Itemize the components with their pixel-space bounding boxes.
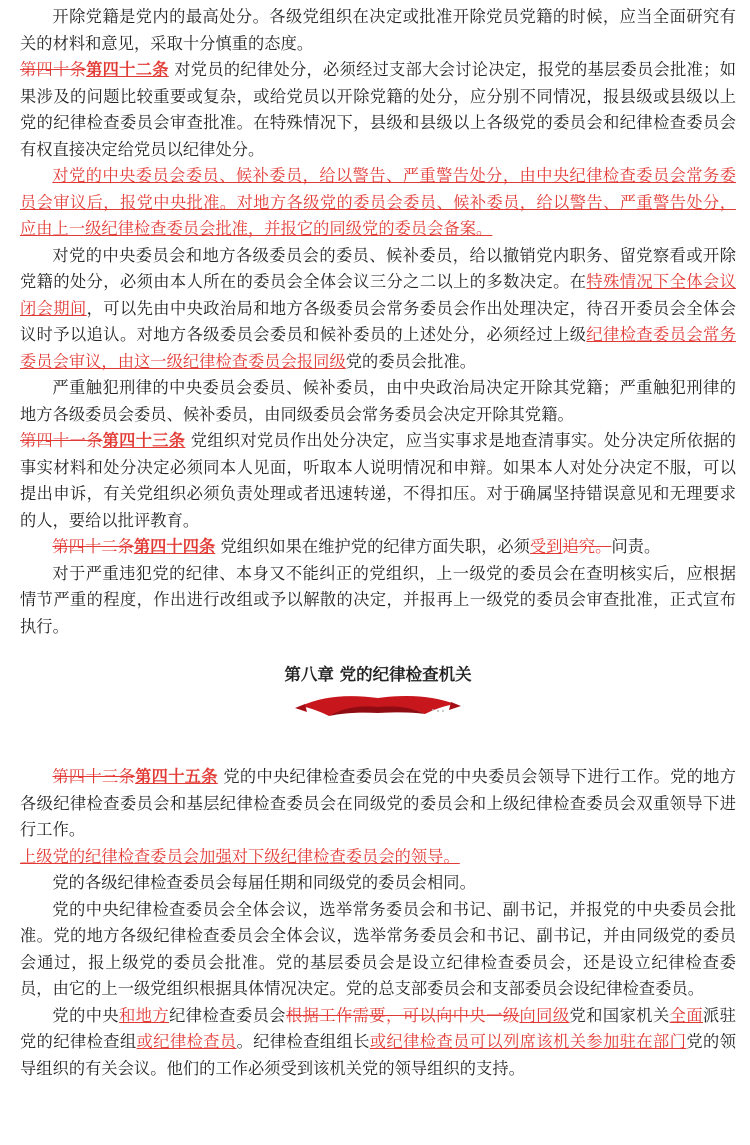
paragraph-text: 。纪律检查组组长 <box>236 1032 370 1051</box>
paragraph-text: 开除党籍是党内的最高处分。各级党组织在决定或批准开除党员党籍的时候，应当全面研究有关的材料和意见，采取十分慎重的态度。 <box>20 7 736 53</box>
article-number-inserted: 第四十三条 <box>102 431 186 450</box>
article-number-inserted: 第四十五条 <box>135 767 218 786</box>
paragraph-text: 对党的中央委员会和地方各级委员会的委员、候补委员，给以撤销党内职务、留党察看或开除党籍的处分，必须由本人所在的委员会全体会议三分之二以上的多数决定。在 <box>20 245 736 291</box>
paragraph-text: 党组织对党员作出处分决定，应当实事求是地查清事实。处分决定所依据的事实材料和处分决定必须同本人见面，听取本人说明情况和申辩。如果本人对处分决定不服，可以提出申诉，有关党组织必须负责处理或者迅速转递，不得扣压。对于确属坚持错误意见和无理要求的人，要给以批评教育。 <box>20 431 737 530</box>
chapter-title: 第八章 党的纪律检查机关 <box>284 665 472 684</box>
paragraph-inserted-central <box>20 163 736 243</box>
inserted-text: 和地方 <box>119 1005 170 1025</box>
inserted-text: 上级党的纪律检查委员会加强对下级纪律检查委员会的领导。 <box>20 846 460 866</box>
ribbon-icon <box>293 690 463 720</box>
article-45 <box>20 764 736 844</box>
article-number-deleted: 第四十三条 <box>52 767 136 786</box>
inserted-text: 或纪律检查员 <box>136 1032 237 1051</box>
paragraph-text: 对党员的纪律处分，必须经过支部大会讨论决定，报党的基层委员会批准；如果涉及的问题比较重要或复杂，或给党员以开除党籍的处分，应分别不同情况，报县级或县级以上党的纪律检查委员会审查批准。在特殊情况下，县级和县级以上各级党的委员会和纪律检查委员会有权直接决定给党员以纪律处分。 <box>20 60 737 159</box>
inserted-text: 向同级 <box>519 1005 570 1025</box>
paragraph-text: 党组织如果在维护党的纪律方面失职，必须 <box>215 537 530 556</box>
inserted-text: 特殊情况下全体会议闭会期间 <box>20 272 736 318</box>
paragraph-committee-members <box>20 243 736 376</box>
paragraph-text: 党的中央纪律检查委员会全体会议，选举常务委员会和书记、副书记，并报党的中央委员会批准。党的地方各级纪律检查委员会全体会议，选举常务委员会和书记、副书记，并由同级党的委员会通过，报上级党的委员会批准。党的基层委员会是设立纪律检查委员会，还是设立纪律检查委员，由它的上一级党组织根据具体情况决定。党的总支部委员会和支部委员会设纪律检查委员。 <box>20 899 736 998</box>
spacer <box>20 720 736 764</box>
paragraph-text: 严重触犯刑律的中央委员会委员、候补委员，由中央政治局决定开除其党籍；严重触犯刑律的地方各级委员会委员、候补委员，由同级委员会常务委员会决定开除其党籍。 <box>20 378 736 424</box>
deleted-text: 追究。 <box>562 537 612 556</box>
paragraph-text: 党和国家机关 <box>569 1005 670 1025</box>
paragraph-text: 党的各级纪律检查委员会每届任期和同级党的委员会相同。 <box>52 873 476 892</box>
paragraph-inserted-leadership <box>20 844 736 871</box>
paragraph-text: 纪律检查委员会 <box>169 1005 286 1025</box>
paragraph-text: 对于严重违犯党的纪律、本身又不能纠正的党组织，上一级党的委员会在查明核实后，应根据情节严重的程度，作出进行改组或予以解散的决定，并报再上一级党的委员会审查批准，正式宣布执行。 <box>20 563 736 636</box>
paragraph-term <box>20 870 736 897</box>
paragraph-dispatch <box>20 1003 736 1083</box>
paragraph-text: 党的领导组织的有关会议。他们的工作必须受到该机关党的领导组织的支持。 <box>20 1032 736 1078</box>
article-number-deleted: 第四十条 <box>20 60 87 79</box>
inserted-text: 受到 <box>529 537 563 556</box>
inserted-text: 或纪律检查员可以列席该机关参加驻在部门 <box>369 1032 687 1051</box>
article-number-inserted: 第四十二条 <box>86 60 169 79</box>
paragraph-plenary <box>20 897 736 1003</box>
article-number-inserted: 第四十四条 <box>133 537 216 556</box>
paragraph-text: 党的中央纪律检查委员会在党的中央委员会领导下进行工作。党的地方各级纪律检查委员会和基层纪律检查委员会在同级党的委员会和上级纪律检查委员会双重领导下进行工作。 <box>20 767 737 839</box>
paragraph-text: 党的中央 <box>52 1005 120 1025</box>
article-number-deleted: 第四十二条 <box>52 537 134 556</box>
paragraph-text: ，可以先由中央政治局和地方各级委员会常务委员会作出处理决定，待召开委员会全体会议时予以追认。对地方各级委员会委员和候补委员的上述处分，必须经过上级 <box>20 298 736 344</box>
deleted-text: 根据工作需要，可以向中央一级 <box>285 1005 520 1025</box>
paragraph-reorganize <box>20 561 736 641</box>
inserted-text: 全面 <box>669 1005 704 1025</box>
ribbon-divider <box>20 690 736 720</box>
paragraph-text: 问责。 <box>611 537 661 556</box>
inserted-text: 纪律检查委员会常务委员会审议，由这一级纪律检查委员会报同级 <box>20 325 736 371</box>
article-43 <box>20 428 736 534</box>
paragraph-text: 派驻党的纪律检查组 <box>20 1005 736 1051</box>
paragraph-text: 党的委员会批准。 <box>345 351 477 371</box>
article-44 <box>20 534 736 561</box>
paragraph-expulsion <box>20 4 736 57</box>
inserted-text: 对党的中央委员会委员、候补委员，给以警告、严重警告处分，由中央纪律检查委员会常务委员会审议后，报党中央批准。对地方各级党的委员会委员、候补委员，给以警告、严重警告处分，应由上一级纪律检查委员会批准，并报它的同级党的委员会备案。 <box>20 166 736 238</box>
article-number-deleted: 第四十一条 <box>20 431 103 450</box>
article-42 <box>20 57 736 163</box>
paragraph-criminal <box>20 375 736 428</box>
